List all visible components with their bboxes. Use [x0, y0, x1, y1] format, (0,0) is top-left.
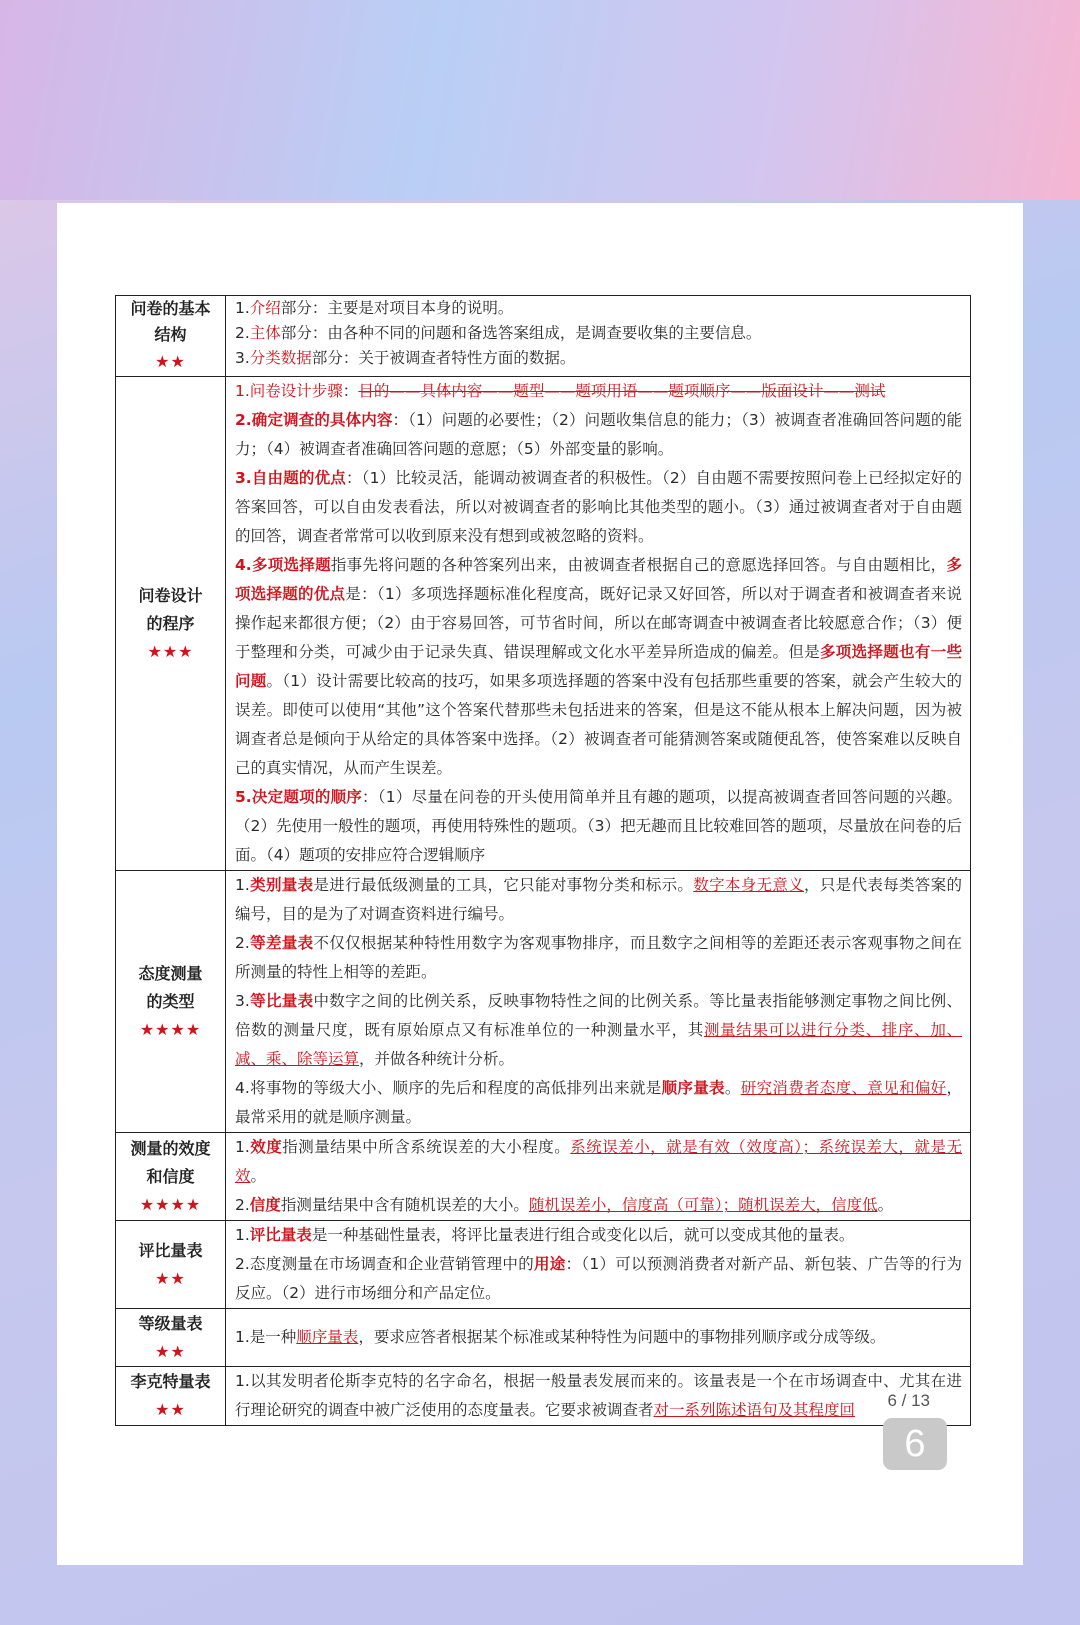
row-title: 问卷设计的程序: [138, 585, 203, 633]
star-rating: ★★: [155, 1341, 186, 1361]
list-item: 3.自由题的优点：（1）比较灵活，能调动被调查者的积极性。（2）自由题不需要按照问卷上已经拟定好的答案回答，可以自由发表看法，所以对被调查者的影响比其他类型的题小。（3）通过被调查者对于自由题的回答，调查者常常可以收到原来没有想到或被忽略的资料。: [235, 469, 962, 545]
row-heading: [116, 296, 226, 377]
list-item: 2.等差量表不仅仅根据某种特性用数字为客观事物排序，而且数字之间相等的差距还表示客观事物之间在所测量的特性上相等的差距。: [235, 934, 962, 981]
list-item: 1.以其发明者伦斯李克特的名字命名，根据一般量表发展而来的。该量表是一个在市场调查中、尤其在进行理论研究的调查中被广泛使用的态度量表。它要求被调查者对一系列陈述语句及其程度回: [235, 1372, 962, 1419]
star-rating: ★★: [155, 1268, 186, 1288]
list-item: 4.多项选择题指事先将问题的各种答案列出来，由被调查者根据自己的意愿选择回答。与自由题相比，多项选择题的优点是：（1）多项选择题标准化程度高，既好记录又好回答，所以对于调查者和被调查者来说操作起来都很方便；（2）由于容易回答，可节省时间，所以在邮寄调查中被调查者比较愿意合作；（3）便于整理和分类，可减少由于记录失真、错误理解或文化水平差异所造成的偏差。但是多项选择题也有一些问题。（1）设计需要比较高的技巧，如果多项选择题的答案中没有包括那些重要的答案，就会产生较大的误差。即使可以使用“其他”这个答案代替那些未包括进来的答案，但是这不能从根本上解决问题，因为被调查者总是倾向于从给定的具体答案中选择。（2）被调查者可能猜测答案或随便乱答，使答案难以反映自己的真实情况，从而产生误差。: [235, 556, 962, 777]
table-row: [116, 1133, 971, 1221]
star-rating: ★★: [155, 1400, 186, 1419]
page-indicator: 6 / 13: [887, 1391, 930, 1410]
table-row: [116, 1309, 971, 1367]
row-content: [226, 1309, 971, 1367]
star-rating: ★★★★: [139, 1194, 202, 1214]
row-content: [226, 871, 971, 1133]
list-item: 1.类别量表是进行最低级测量的工具，它只能对事物分类和标示。数字本身无意义，只是代表每类答案的编号，目的是为了对调查资料进行编号。: [235, 876, 962, 923]
list-item: 2.主体部分：由各种不同的问题和备选答案组成，是调查要收集的主要信息。: [235, 324, 762, 342]
list-item: 2.信度指测量结果中含有随机误差的大小。随机误差小，信度高（可靠）；随机误差大，信度低。: [235, 1196, 894, 1214]
list-item: 2.态度测量在市场调查和企业营销管理中的用途：（1）可以预测消费者对新产品、新包装、广告等的行为反应。（2）进行市场细分和产品定位。: [235, 1255, 962, 1302]
list-item: 1.评比量表是一种基础性量表，将评比量表进行组合或变化以后，就可以变成其他的量表。: [235, 1226, 855, 1244]
row-heading: [116, 1133, 226, 1221]
table-row: [116, 871, 971, 1133]
list-item: 3.等比量表中数字之间的比例关系，反映事物特性之间的比例关系。等比量表指能够测定事物之间比例、倍数的测量尺度，既有原始原点又有标准单位的一种测量水平，其测量结果可以进行分类、排序、加、减、乘、除等运算，并做各种统计分析。: [235, 992, 962, 1068]
document-page: [57, 203, 1023, 1565]
list-item: 2.确定调查的具体内容：（1）问题的必要性；（2）问题收集信息的能力；（3）被调查者准确回答问题的能力；（4）被调查者准确回答问题的意愿；（5）外部变量的影响。: [235, 411, 962, 458]
row-heading: [116, 871, 226, 1133]
row-content: [226, 296, 971, 377]
list-item: 1.介绍部分：主要是对项目本身的说明。: [235, 299, 514, 317]
list-item: 1.问卷设计步骤：目的——具体内容——题型——题项用语——题项顺序——版面设计——测试: [235, 382, 886, 400]
list-item: 5.决定题项的顺序：（1）尽量在问卷的开头使用简单并且有趣的题项，以提高被调查者回答问题的兴趣。（2）先使用一般性的题项，再使用特殊性的题项。（3）把无趣而且比较难回答的题项，尽量放在问卷的后面。（4）题项的安排应符合逻辑顺序: [235, 788, 962, 864]
star-rating: ★★★: [147, 641, 194, 661]
row-content: [226, 1133, 971, 1221]
table-row: [116, 377, 971, 871]
row-heading: [116, 1309, 226, 1367]
row-title: 问卷的基本结构: [130, 299, 211, 344]
row-title: 态度测量的类型: [138, 963, 203, 1011]
table-row: [116, 296, 971, 377]
row-content: [226, 377, 971, 871]
notes-table: [115, 295, 971, 1426]
table-row: [116, 1221, 971, 1309]
background-gradient: [0, 0, 1080, 200]
row-title: 测量的效度和信度: [130, 1138, 211, 1186]
star-rating: ★★★★: [139, 1019, 202, 1039]
page-number-badge: 6: [883, 1418, 947, 1470]
list-item: 4.将事物的等级大小、顺序的先后和程度的高低排列出来就是顺序量表。研究消费者态度、意见和偏好，最常采用的就是顺序测量。: [235, 1079, 962, 1126]
row-title: 评比量表: [138, 1240, 203, 1260]
row-title: 李克特量表: [130, 1372, 211, 1391]
list-item: 1.效度指测量结果中所含系统误差的大小程度。系统误差小，就是有效（效度高）；系统误差大，就是无效。: [235, 1138, 962, 1185]
star-rating: ★★: [155, 352, 186, 371]
row-heading: [116, 1221, 226, 1309]
row-content: [226, 1367, 971, 1426]
row-title: 等级量表: [138, 1313, 203, 1333]
table-row: [116, 1367, 971, 1426]
row-content: [226, 1221, 971, 1309]
row-heading: [116, 1367, 226, 1426]
list-item: 1.是一种顺序量表，要求应答者根据某个标准或某种特性为问题中的事物排列顺序或分成等级。: [235, 1328, 886, 1346]
row-heading: [116, 377, 226, 871]
list-item: 3.分类数据部分：关于被调查者特性方面的数据。: [235, 349, 576, 367]
